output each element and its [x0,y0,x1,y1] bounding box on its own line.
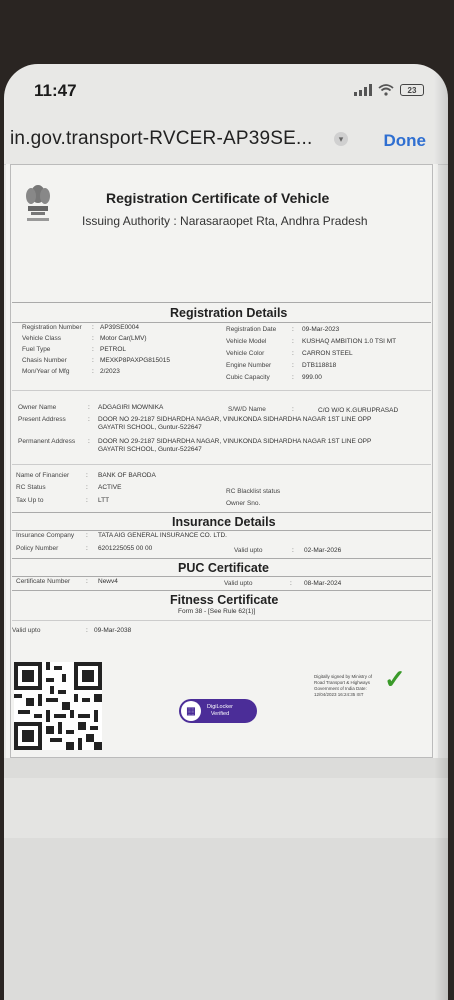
divider [12,512,431,513]
financier-value: BANK OF BARODA [98,472,156,479]
insurance-valid-label: Valid upto [234,547,263,554]
digilocker-verified-badge [179,699,257,723]
permanent-address-line2: GAYATRI SCHOOL, Guntur-522647 [98,446,202,453]
digilocker-line2: Verified [210,711,230,717]
status-bar [4,64,448,116]
reg-date-label: Registration Date [226,326,277,333]
digilocker-line1: DigiLocker [207,704,233,710]
engine-number-label: Engine Number [226,362,272,369]
policy-label: Policy Number [16,545,59,552]
permanent-address-label: Permanent Address [18,438,76,445]
permanent-address-line1: DOOR NO 29-2187 SIDHARDHA NAGAR, VINUKONDA SIDHARDHA NAGAR 1ST LINE OPP [98,438,372,445]
digilocker-icon: ▦ [181,701,201,721]
owner-sno-label: Owner Sno. [226,500,261,507]
issuing-authority: Issuing Authority : Narasaraopet Rta, Andhra Pradesh [82,214,368,228]
certificate-title: Registration Certificate of Vehicle [106,190,330,206]
puc-number-value: Newv4 [98,578,118,585]
phone-screen [4,64,448,1000]
mfg-value: 2/2023 [100,368,120,375]
cubic-capacity-value: 999.00 [302,374,322,381]
chasis-number-label: Chasis Number [22,357,67,364]
chasis-number-value: MEXKP8PAXPG815015 [100,357,170,364]
status-icons [354,84,424,96]
vehicle-class-label: Vehicle Class [22,335,62,342]
qr-code-icon[interactable] [14,662,102,750]
fitness-heading: Fitness Certificate [170,593,279,607]
rc-status-value: ACTIVE [98,484,122,491]
emblem-icon [22,182,54,226]
insurance-valid-value: 02-Mar-2026 [304,547,342,554]
blacklist-label: RC Blacklist status [226,488,281,495]
puc-valid-value: 08-Mar-2024 [304,580,342,587]
present-address-label: Present Address [18,416,66,423]
present-address-line2: GAYATRI SCHOOL, Guntur-522647 [98,424,202,431]
url-text[interactable]: in.gov.transport-RVCER-AP39SE... [10,128,313,149]
reg-number-label: Registration Number [22,324,82,331]
wifi-icon [378,84,394,96]
rc-status-label: RC Status [16,484,46,491]
divider [12,576,431,577]
puc-number-label: Certificate Number [16,578,71,585]
signal-icon [354,84,372,96]
puc-heading: PUC Certificate [178,561,269,575]
tax-value: LTT [98,497,110,504]
divider [12,464,431,465]
vehicle-color-label: Vehicle Color [226,350,265,357]
checkmark-icon: ✓ [384,664,406,694]
owner-name-value: ADGAGIRI MOWNIKA [98,404,164,411]
fitness-valid-value: 09-Mar-2038 [94,627,132,634]
tax-label: Tax Up to [16,497,44,504]
fitness-subheading: Form 38 - [See Rule 62(1)] [178,608,256,615]
policy-value: 6201225055 00 00 [98,545,153,552]
vehicle-model-value: KUSHAQ AMBITION 1.0 TSI MT [302,338,397,345]
page-background [4,758,448,1000]
cubic-capacity-label: Cubic Capacity [226,374,270,381]
fuel-type-value: PETROL [100,346,127,353]
insurance-company-value: TATA AIG GENERAL INSURANCE CO. LTD. [98,532,227,539]
insurance-company-label: Insurance Company [16,532,75,539]
vehicle-color-value: CARRON STEEL [302,350,353,357]
mfg-label: Mon/Year of Mfg [22,368,70,375]
insurance-heading: Insurance Details [172,515,276,529]
done-button[interactable]: Done [383,131,426,150]
divider [12,558,431,559]
puc-valid-label: Valid upto [224,580,253,587]
owner-name-label: Owner Name [18,404,57,411]
chevron-down-icon[interactable]: ▾ [334,132,348,146]
swd-value: C/O W/O K.GURUPRASAD [318,407,399,414]
divider [12,530,431,531]
reg-date-value: 09-Mar-2023 [302,326,340,333]
registration-details-heading: Registration Details [170,306,288,320]
status-time: 11:47 [34,81,77,100]
digital-signature-text: Digitally signed by Ministry of Road Transport & Highways Government of India Date: 12/04/2023 16:24:35 IST [314,674,373,697]
reg-number-value: AP39SE0004 [100,324,140,331]
financier-label: Name of Financier [16,472,70,479]
swd-label: S/W/D Name [228,406,266,413]
url-bar[interactable] [4,116,448,165]
divider [12,620,431,621]
divider [12,322,431,323]
fitness-valid-label: Valid upto [12,627,41,634]
fuel-type-label: Fuel Type [22,346,51,353]
vehicle-model-label: Vehicle Model [226,338,267,345]
divider [12,590,431,591]
certificate-document: Registration Certificate of Vehicle Issuing Authority : Narasaraopet Rta, Andhra Pradesh Registration Details Registration Number : AP39SE0004 Vehicle Class : Motor Car(LMV) Fuel Type : PETROL Chasis Number : MEXKP8PAXPG815015 Mon/Year of Mfg : 2/2023 Registration Date : 09-Mar-2023 Vehicle Model : KUSHAQ AMBITION 1.0 TSI MT Vehicle Color : CARRON STEEL Engine Number : DTB118818 Cubic Capacity : 999.00 Owner Name : ADGAGIRI MOWNIKA S/W/D Name : C/O W/O K.GURUPRASAD Present Address : DOOR NO 29-2187 SIDHARDHA NAGAR, VINUKONDA SIDHARDHA NAGAR 1ST LINE OPP GAYATRI SCHOOL, Guntur-522647 Permanent Address : DOOR NO 29-2187 SIDHARDHA NAGAR, VINUKONDA SIDHARDHA NAGAR 1ST LINE OPP GAYATRI SCHOOL, Guntur-522647 Name of Financier : BANK OF BARODA RC Status : ACTIVE RC Blacklist status Tax Up to : LTT Owner Sno. Insurance Details Insurance Company : TATA AIG GENERAL INSURANCE CO. LTD. Policy Number : 6201225055 00 00 Valid upto : 02-Mar-2026 PUC Certificate Certificate Number : Newv4 Valid upto : 08-Mar-2024 Fitness Certificate Form 38 - [See Rule 62(1)] Valid upto : 09-Mar-2038 ▦ DigiLocker Verified Digitally signed by Ministry of Road Transport & Highways Government of India Date: 12/04/2023 16:24:35 IST ✓ [6,164,438,758]
present-address-line1: DOOR NO 29-2187 SIDHARDHA NAGAR, VINUKONDA SIDHARDHA NAGAR 1ST LINE OPP [98,416,372,423]
engine-number-value: DTB118818 [302,362,337,369]
divider [12,390,431,391]
battery-icon: 23 [400,84,424,96]
vehicle-class-value: Motor Car(LMV) [100,335,147,342]
divider [12,302,431,303]
